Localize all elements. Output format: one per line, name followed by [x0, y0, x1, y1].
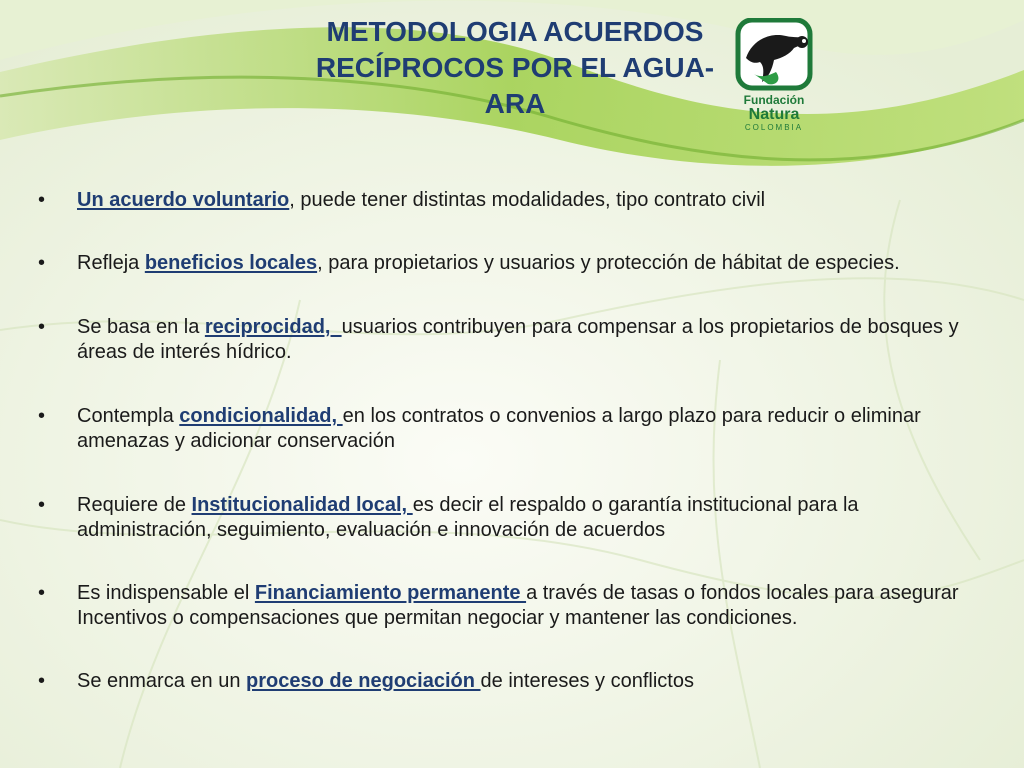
bullet-lead: Requiere de	[77, 494, 192, 516]
bullet-keyword: condicionalidad,	[179, 405, 343, 427]
bullet-lead: Refleja	[77, 252, 145, 274]
bullet-text: en los contratos o convenios a largo plazo para reducir o eliminar amenazas y adicionar conservación	[77, 405, 921, 452]
svg-text:COLOMBIA: COLOMBIA	[744, 123, 804, 132]
bullet-text: de intereses y conflictos	[480, 670, 694, 692]
bullet-lead: Se basa en la	[77, 316, 205, 338]
bullet-list	[38, 188, 998, 694]
bullet-keyword: proceso de negociación	[246, 670, 481, 692]
bullet-text: a través de tasas o fondos locales para asegurar Incentivos o compensaciones que permitan negociar y mantener las condiciones.	[77, 582, 959, 629]
bullet-text: es decir el respaldo o garantía institucional para la administración, seguimiento, evaluación e innovación de acuerdos	[77, 494, 859, 541]
bullet-acuerdo-voluntario	[38, 188, 998, 213]
svg-text:Fundación: Fundación	[743, 93, 805, 107]
bullet-text: usuarios contribuyen para compensar a los propietarios de bosques y áreas de interés hídrico.	[77, 316, 959, 363]
svg-text:Natura: Natura	[748, 106, 800, 123]
bullet-keyword: beneficios locales	[144, 252, 318, 274]
page-title: METODOLOGIA ACUERDOS RECÍPROCOS POR EL AGUA-ARA	[315, 16, 715, 119]
bullet-financiamiento-permanente	[38, 581, 998, 631]
bullet-keyword: reciprocidad,	[204, 316, 342, 338]
bullet-lead: Se enmarca en un	[77, 670, 246, 692]
bullet-beneficios-locales	[38, 251, 998, 276]
fundacion-natura-logo	[724, 18, 824, 133]
bullet-keyword: Institucionalidad local,	[191, 494, 413, 516]
bullet-condicionalidad	[38, 404, 998, 454]
bullet-keyword: Un acuerdo voluntario	[77, 189, 290, 211]
bullet-proceso-negociacion	[38, 669, 998, 694]
monkey-on-branch-icon	[724, 18, 824, 133]
bullet-lead: Es indispensable el	[77, 582, 255, 604]
bullet-institucionalidad-local	[38, 493, 998, 543]
bullet-lead: Contempla	[77, 405, 180, 427]
bullet-text: , puede tener distintas modalidades, tipo contrato civil	[289, 189, 766, 211]
bullet-text: , para propietarios y usuarios y protección de hábitat de especies.	[317, 252, 900, 274]
bullet-reciprocidad	[38, 315, 998, 365]
bullet-keyword: Financiamiento permanente	[254, 582, 527, 604]
